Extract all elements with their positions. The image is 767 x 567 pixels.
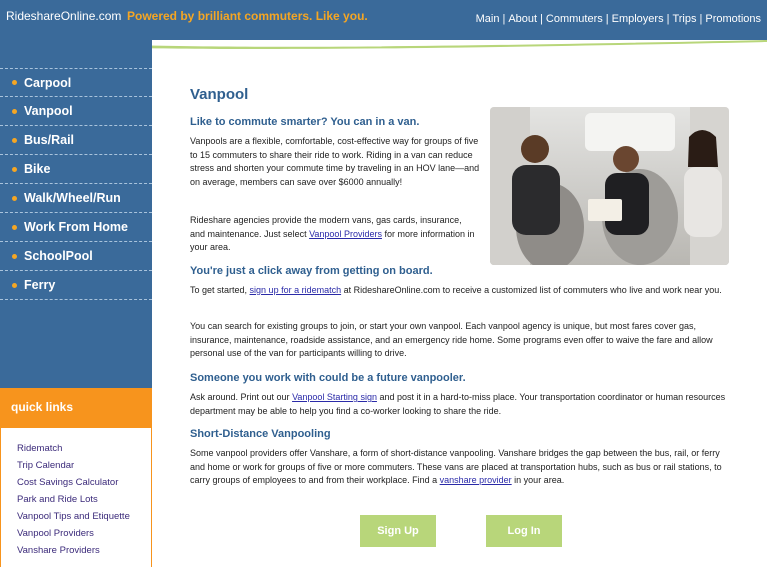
text-fragment: Ask around. Print out our — [190, 392, 293, 402]
bullet-icon — [12, 283, 17, 288]
vanpool-photo — [490, 107, 729, 265]
sidebar-item-schoolpool[interactable] — [0, 242, 152, 271]
quick-links-title: quick links — [0, 388, 152, 428]
quick-link-vanpool-providers[interactable]: Vanpool Providers — [17, 528, 94, 539]
section-heading-commute-smarter: Like to commute smarter? You can in a van. — [190, 116, 420, 128]
site-header — [0, 0, 767, 40]
text-fragment: for more information in your area. — [190, 228, 475, 252]
quick-links-list — [0, 428, 152, 567]
quick-link-cost-savings[interactable]: Cost Savings Calculator — [17, 477, 119, 488]
sign-up-button[interactable]: Sign Up — [360, 515, 436, 547]
section-text-intro: Vanpools are a flexible, comfortable, cost-effective way for groups of five to 15 commuters to share their ride to work. Riding in a van can reduce stress and shorten your commute time by traveling in an HOV lane—and on average, members can save over $6000 annually! — [190, 136, 480, 187]
section-heading-short-distance: Short-Distance Vanpooling — [190, 428, 331, 440]
sidebar-item-vanpool[interactable] — [0, 97, 152, 126]
sidebar-item-label: Ferry — [24, 278, 56, 292]
nav-main[interactable]: Main — [475, 13, 500, 25]
sign-up-ridematch-link[interactable]: sign up for a ridematch — [249, 285, 342, 295]
nav-separator: | — [502, 13, 506, 25]
sidebar-item-bus-rail[interactable] — [0, 126, 152, 155]
site-tagline: Powered by brilliant commuters. Like you. — [127, 9, 368, 23]
nav-separator: | — [540, 13, 543, 25]
site-logo[interactable]: RideshareOnline.com — [6, 9, 122, 23]
sidebar-item-walk-wheel-run[interactable] — [0, 184, 152, 213]
text-fragment: Some vanpool providers offer Vanshare, a form of short-distance vanpooling. Vanshare bridges the gap between the bus, rail, or ferry and home or work for groups of five or more commuters. These vans are placed at transportation hubs, such as bus or rail stations, to carry groups of employees to and from their workplace. Find a — [190, 448, 722, 485]
text-fragment: To get started, — [190, 285, 250, 295]
bullet-icon — [12, 167, 17, 172]
section-text-ask-around — [190, 391, 735, 418]
bullet-icon — [12, 80, 17, 85]
log-in-button[interactable]: Log In — [486, 515, 562, 547]
section-text-search-groups: You can search for existing groups to join, or start your own vanpool. Each vanpool agency is unique, but most fares cover gas, insurance, maintenance, roadside assistance, and an emergency ride home. Some programs even offer to waive the fare and allow personal use of the van for participants willing to drive. — [190, 321, 713, 358]
vanpool-starting-sign-link[interactable]: Vanpool Starting sign — [292, 392, 377, 402]
nav-separator: | — [666, 13, 670, 25]
sidebar-item-ferry[interactable] — [0, 271, 152, 300]
sidebar-item-label: Bike — [24, 162, 51, 176]
bullet-icon — [12, 225, 17, 230]
section-text-agencies — [190, 214, 475, 255]
bullet-icon — [12, 254, 17, 259]
quick-link-ridematch[interactable]: Ridematch — [17, 443, 63, 454]
text-fragment: in your area. — [511, 475, 565, 485]
section-heading-get-on-board: You're just a click away from getting on board. — [190, 265, 433, 277]
nav-promotions[interactable]: Promotions — [705, 13, 761, 25]
quick-link-vanshare-providers[interactable]: Vanshare Providers — [17, 545, 100, 556]
page-title: Vanpool — [190, 86, 249, 103]
top-navigation — [476, 13, 761, 25]
text-fragment: Rideshare agencies provide the modern vans, gas cards, insurance, and maintenance. Just select — [190, 215, 462, 239]
nav-separator: | — [699, 13, 703, 25]
quick-links-panel — [0, 388, 152, 567]
sidebar-item-carpool[interactable] — [0, 68, 152, 97]
sidebar — [0, 40, 152, 567]
section-text-vanshare — [190, 447, 735, 488]
bullet-icon — [12, 138, 17, 143]
bullet-icon — [12, 196, 17, 201]
nav-separator: | — [605, 13, 609, 25]
text-fragment: and post it in a hard-to-miss place. Your transportation coordinator or human resources department may be able to help you find a co-worker looking to share the ride. — [190, 392, 726, 416]
section-heading-future-vanpooler: Someone you work with could be a future vanpooler. — [190, 372, 466, 384]
sidebar-menu — [0, 68, 152, 300]
quick-link-park-and-ride[interactable]: Park and Ride Lots — [17, 494, 98, 505]
sidebar-item-bike[interactable] — [0, 155, 152, 184]
sidebar-item-label: SchoolPool — [24, 249, 93, 263]
nav-commuters[interactable]: Commuters — [545, 13, 603, 25]
sidebar-item-label: Bus/Rail — [24, 133, 75, 147]
nav-employers[interactable]: Employers — [611, 13, 664, 25]
quick-link-vanpool-tips[interactable]: Vanpool Tips and Etiquette — [17, 511, 130, 522]
vanshare-provider-link[interactable]: vanshare provider — [439, 475, 512, 485]
sidebar-item-label: Vanpool — [24, 104, 73, 118]
nav-about[interactable]: About — [508, 13, 538, 25]
section-text-get-started — [190, 284, 730, 298]
vanpool-photo-illustration — [490, 107, 729, 265]
sidebar-item-label: Walk/Wheel/Run — [24, 191, 121, 205]
sidebar-item-label: Carpool — [24, 75, 72, 90]
nav-trips[interactable]: Trips — [672, 13, 697, 25]
sidebar-item-work-from-home[interactable] — [0, 213, 152, 242]
quick-link-trip-calendar[interactable]: Trip Calendar — [17, 460, 75, 471]
text-fragment: at RideshareOnline.com to receive a customized list of commuters who live and work near you. — [341, 285, 722, 295]
sidebar-item-label: Work From Home — [24, 220, 128, 234]
vanpool-providers-link[interactable]: Vanpool Providers — [309, 228, 382, 239]
bullet-icon — [12, 109, 17, 114]
